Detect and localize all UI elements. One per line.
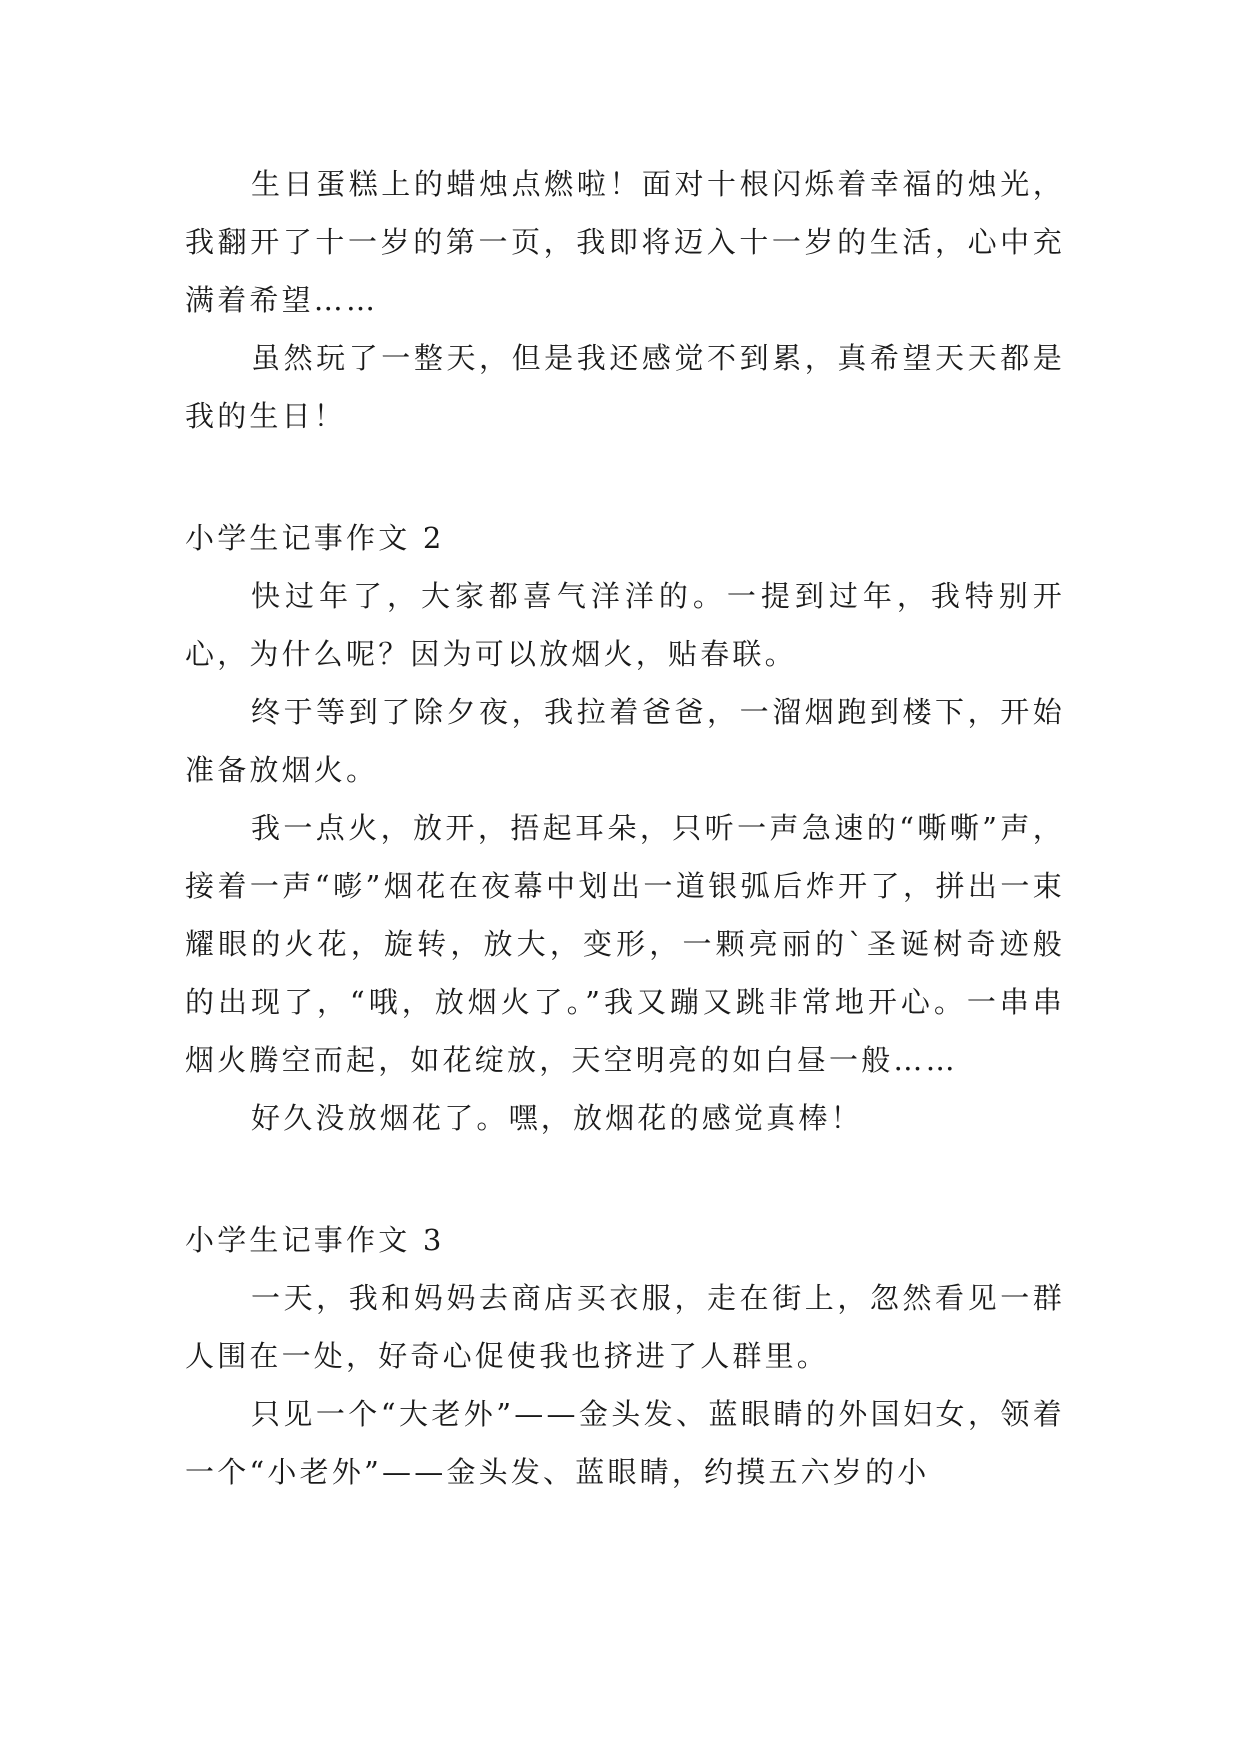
paragraph: 好久没放烟花了。嘿，放烟花的感觉真棒！ — [251, 1101, 863, 1135]
section-2 — [185, 509, 1065, 1147]
paragraph: 一天，我和妈妈去商店买衣服，走在街上，忽然看见一群人围在一处，好奇心促使我也挤进了人群里。 — [185, 1281, 1065, 1373]
section-gap — [185, 1147, 1065, 1211]
paragraph: 虽然玩了一整天，但是我还感觉不到累，真希望天天都是我的生日！ — [185, 341, 1065, 433]
paragraph: 生日蛋糕上的蜡烛点燃啦！面对十根闪烁着幸福的烛光，我翻开了十一岁的第一页，我即将迈入十一岁的生活，心中充满着希望…… — [185, 167, 1065, 317]
section-heading: 小学生记事作文 3 — [185, 1223, 445, 1257]
section-3 — [185, 1211, 1065, 1501]
section-1 — [185, 155, 1065, 445]
paragraph: 终于等到了除夕夜，我拉着爸爸，一溜烟跑到楼下，开始准备放烟火。 — [185, 695, 1065, 787]
section-heading: 小学生记事作文 2 — [185, 521, 445, 555]
paragraph: 我一点火，放开，捂起耳朵，只听一声急速的“嘶嘶”声，接着一声“嘭”烟花在夜幕中划出一道银弧后炸开了，拼出一束耀眼的火花，旋转，放大，变形，一颗亮丽的`圣诞树奇迹般的出现了，“哦，放烟火了。”我又蹦又跳非常地开心。一串串烟火腾空而起，如花绽放，天空明亮的如白昼一般…… — [185, 811, 1065, 1077]
paragraph: 只见一个“大老外”——金头发、蓝眼睛的外国妇女，领着一个“小老外”——金头发、蓝眼睛，约摸五六岁的小 — [185, 1397, 1065, 1489]
section-gap — [185, 445, 1065, 509]
paragraph: 快过年了，大家都喜气洋洋的。一提到过年，我特别开心，为什么呢？因为可以放烟火，贴春联。 — [185, 579, 1065, 671]
document-page — [185, 155, 1065, 1501]
